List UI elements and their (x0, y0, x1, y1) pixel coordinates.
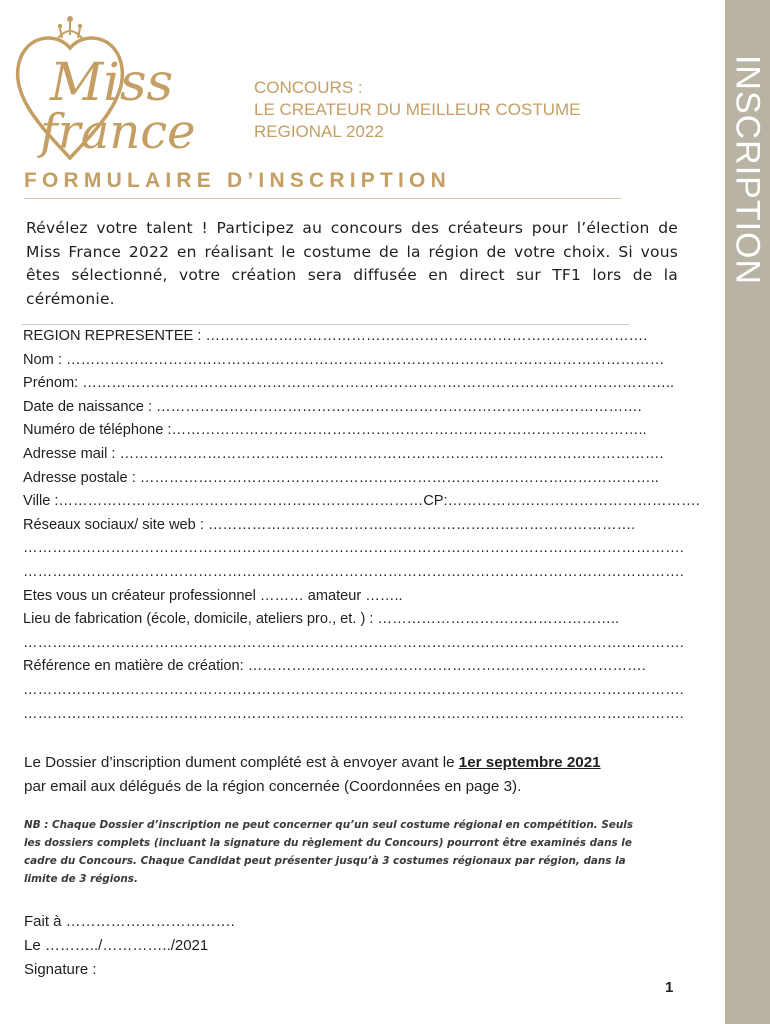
field-ville-cp[interactable]: Ville :…………………………………………………………………CP:……………………………………………. (23, 493, 700, 510)
field-fait-a[interactable]: Fait à ……………………………. (24, 913, 235, 930)
field-continuation-line[interactable]: ………………………………………………………………………………………………………………………. (23, 563, 684, 580)
field-continuation-line[interactable]: ………………………………………………………………………………………………………………………. (23, 634, 684, 651)
field-lieu-fabrication[interactable]: Lieu de fabrication (école, domicile, ateliers pro., et. ) : ………………………………………….. (23, 611, 620, 628)
signature-block (24, 910, 235, 982)
contest-line: LE CREATEUR DU MEILLEUR COSTUME (254, 100, 581, 119)
field-region[interactable]: REGION REPRESENTEE : ………………………………………………………………………………. (23, 328, 648, 344)
field-date-signature[interactable]: Le ………../…………../2021 (24, 937, 209, 954)
contest-heading (254, 77, 581, 143)
field-adresse-mail[interactable]: Adresse mail : …………………………………………………………………………………………………. (23, 445, 664, 462)
field-prenom[interactable]: Prénom: ………………………………………………………………………………………………………….. (23, 375, 675, 392)
field-adresse-postale[interactable]: Adresse postale : …………………………………………………………………………………………….. (23, 469, 659, 486)
nb-line: les dossiers complets (incluant la signature du règlement du Concours) pourront être examinés dans le (24, 837, 632, 849)
contest-line: REGIONAL 2022 (254, 122, 384, 141)
form-title: FORMULAIRE D’INSCRIPTION (24, 169, 451, 192)
contest-line: CONCOURS : (254, 78, 363, 97)
field-continuation-line[interactable]: ………………………………………………………………………………………………………………………. (23, 681, 684, 698)
field-date-naissance[interactable]: Date de naissance : ………………………………………………………………………………………. (23, 398, 642, 415)
nb-line: cadre du Concours. Chaque Candidat peut présenter jusqu’à 3 costumes régionaux par région, dans la (24, 855, 626, 867)
form-fields (23, 325, 703, 726)
sidebar-label: INSCRIPTION (728, 54, 767, 286)
deadline-date: 1er septembre 2021 (458, 754, 601, 771)
field-reference-creation[interactable]: Référence en matière de création: ………………………………………………………………………. (23, 658, 646, 675)
page-number: 1 (665, 979, 674, 996)
nb-note (24, 816, 696, 888)
field-reseaux-sociaux[interactable]: Réseaux sociaux/ site web : ……………………………………………………………………………. (23, 516, 636, 533)
nb-line: NB : Chaque Dossier d’inscription ne peut concerner qu’un seul costume régional en compétition. Seuls (24, 819, 633, 831)
intro-paragraph: Révélez votre talent ! Participez au concours des créateurs pour l’élection de Miss France 2022 en réalisant le costume de la région de votre choix. Si vous êtes sélectionné, votre création sera diffusée en direct sur TF1 lors de la cérémonie. (26, 219, 678, 308)
field-continuation-line[interactable]: ………………………………………………………………………………………………………………………. (23, 540, 684, 557)
field-createur-type[interactable]: Etes vous un créateur professionnel ……… amateur …….. (23, 587, 403, 604)
nb-line: limite de 3 régions. (24, 873, 138, 885)
field-nom[interactable]: Nom : …………………………………………………………………………………………………………… (23, 351, 665, 368)
deadline-line2: par email aux délégués de la région concernée (Coordonnées en page 3). (24, 778, 522, 795)
miss-france-logo (10, 8, 230, 168)
field-telephone[interactable]: Numéro de téléphone :…………………………………………………………………………………….. (23, 422, 647, 439)
deadline-prefix: Le Dossier d’inscription dument complété est à envoyer avant le (24, 754, 459, 771)
title-divider (24, 198, 621, 199)
deadline-notice (24, 751, 704, 799)
field-signature[interactable]: Signature : (24, 961, 97, 978)
svg-text:Miss: Miss (50, 53, 174, 113)
field-continuation-line[interactable]: ………………………………………………………………………………………………………………………. (23, 705, 684, 722)
svg-text:france: france (40, 104, 196, 160)
